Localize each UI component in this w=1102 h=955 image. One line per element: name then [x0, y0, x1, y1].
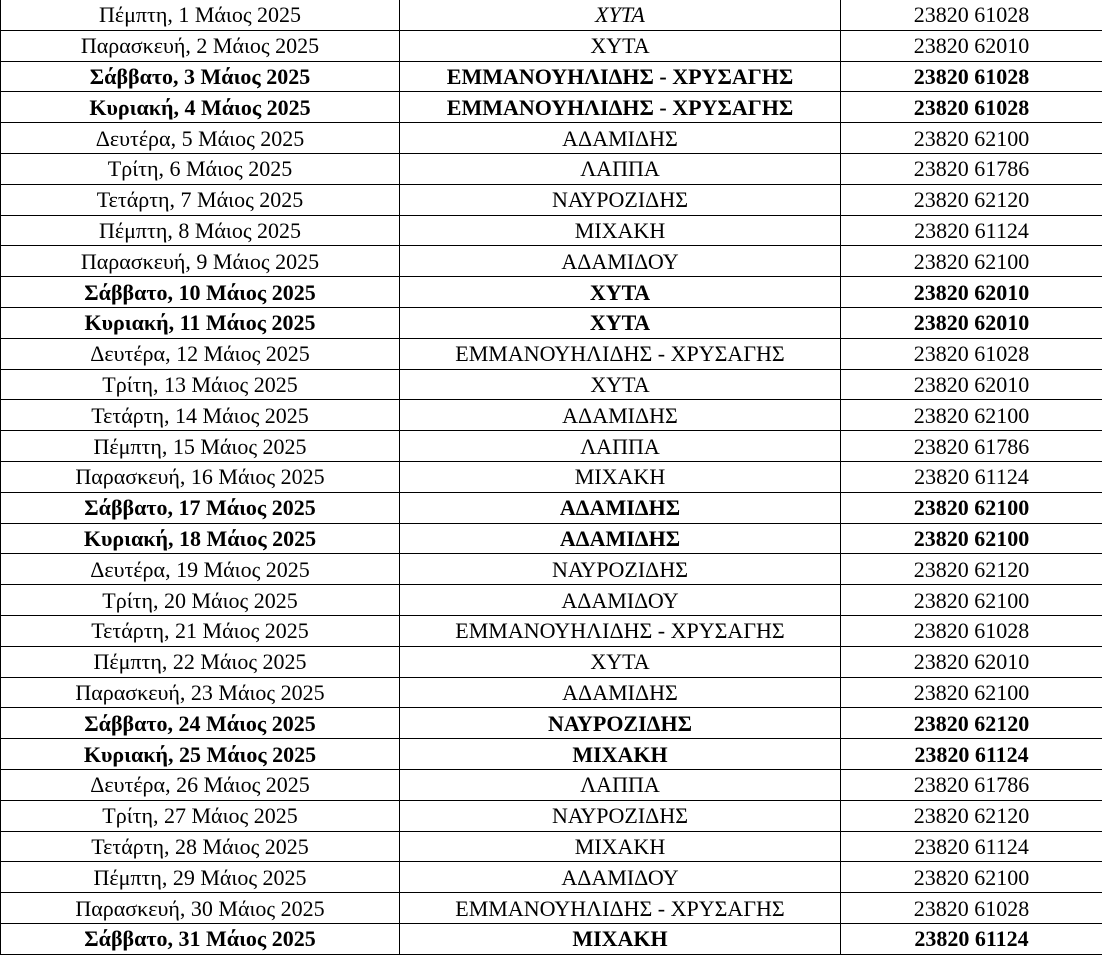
pharmacy-cell: ΕΜΜΑΝΟΥΗΛΙΔΗΣ - ΧΡΥΣΑΓΗΣ	[400, 61, 841, 92]
pharmacy-cell: ΑΔΑΜΙΔΟΥ	[400, 585, 841, 616]
table-row	[1, 523, 1102, 554]
phone-cell: 23820 61028	[841, 615, 1102, 646]
table-row	[1, 646, 1102, 677]
pharmacy-cell: ΑΔΑΜΙΔΗΣ	[400, 123, 841, 154]
phone-cell: 23820 61124	[841, 923, 1102, 954]
phone-cell: 23820 62120	[841, 554, 1102, 585]
phone-cell: 23820 62100	[841, 862, 1102, 893]
table-row	[1, 338, 1102, 369]
table-row	[1, 246, 1102, 277]
date-cell: Τρίτη, 6 Μάιος 2025	[1, 153, 400, 184]
pharmacy-cell: ΑΔΑΜΙΔΗΣ	[400, 523, 841, 554]
pharmacy-cell: ΧΥΤΑ	[400, 646, 841, 677]
table-row	[1, 677, 1102, 708]
table-row	[1, 739, 1102, 770]
date-cell: Δευτέρα, 12 Μάιος 2025	[1, 338, 400, 369]
date-cell: Σάββατο, 3 Μάιος 2025	[1, 61, 400, 92]
date-cell: Παρασκευή, 9 Μάιος 2025	[1, 246, 400, 277]
date-cell: Τρίτη, 20 Μάιος 2025	[1, 585, 400, 616]
phone-cell: 23820 61786	[841, 431, 1102, 462]
phone-cell: 23820 61028	[841, 61, 1102, 92]
phone-cell: 23820 62120	[841, 184, 1102, 215]
phone-cell: 23820 62010	[841, 277, 1102, 308]
phone-cell: 23820 62010	[841, 30, 1102, 61]
date-cell: Σάββατο, 17 Μάιος 2025	[1, 492, 400, 523]
phone-cell: 23820 62120	[841, 708, 1102, 739]
pharmacy-cell: ΧΥΤΑ	[400, 0, 841, 30]
schedule-body	[1, 0, 1102, 954]
date-cell: Παρασκευή, 30 Μάιος 2025	[1, 893, 400, 924]
date-cell: Κυριακή, 4 Μάιος 2025	[1, 92, 400, 123]
table-row	[1, 0, 1102, 30]
date-cell: Πέμπτη, 15 Μάιος 2025	[1, 431, 400, 462]
pharmacy-cell: ΜΙΧΑΚΗ	[400, 831, 841, 862]
pharmacy-cell: ΑΔΑΜΙΔΗΣ	[400, 677, 841, 708]
table-row	[1, 800, 1102, 831]
table-row	[1, 307, 1102, 338]
phone-cell: 23820 61028	[841, 338, 1102, 369]
pharmacy-cell: ΑΔΑΜΙΔΟΥ	[400, 246, 841, 277]
date-cell: Κυριακή, 18 Μάιος 2025	[1, 523, 400, 554]
date-cell: Πέμπτη, 1 Μάιος 2025	[1, 0, 400, 30]
table-row	[1, 923, 1102, 954]
table-row	[1, 615, 1102, 646]
pharmacy-cell: ΧΥΤΑ	[400, 369, 841, 400]
table-row	[1, 431, 1102, 462]
date-cell: Τρίτη, 27 Μάιος 2025	[1, 800, 400, 831]
table-row	[1, 708, 1102, 739]
phone-cell: 23820 61124	[841, 739, 1102, 770]
phone-cell: 23820 61124	[841, 461, 1102, 492]
phone-cell: 23820 62100	[841, 523, 1102, 554]
pharmacy-cell: ΕΜΜΑΝΟΥΗΛΙΔΗΣ - ΧΡΥΣΑΓΗΣ	[400, 893, 841, 924]
date-cell: Σάββατο, 10 Μάιος 2025	[1, 277, 400, 308]
pharmacy-cell: ΛΑΠΠΑ	[400, 153, 841, 184]
pharmacy-cell: ΜΙΧΑΚΗ	[400, 923, 841, 954]
pharmacy-cell: ΑΔΑΜΙΔΟΥ	[400, 862, 841, 893]
phone-cell: 23820 62100	[841, 585, 1102, 616]
phone-cell: 23820 62010	[841, 307, 1102, 338]
pharmacy-cell: ΧΥΤΑ	[400, 307, 841, 338]
table-row	[1, 92, 1102, 123]
pharmacy-cell: ΝΑΥΡΟΖΙΔΗΣ	[400, 184, 841, 215]
table-row	[1, 30, 1102, 61]
date-cell: Παρασκευή, 23 Μάιος 2025	[1, 677, 400, 708]
table-row	[1, 862, 1102, 893]
pharmacy-cell: ΧΥΤΑ	[400, 30, 841, 61]
date-cell: Δευτέρα, 5 Μάιος 2025	[1, 123, 400, 154]
table-row	[1, 492, 1102, 523]
table-row	[1, 585, 1102, 616]
date-cell: Πέμπτη, 22 Μάιος 2025	[1, 646, 400, 677]
pharmacy-cell: ΕΜΜΑΝΟΥΗΛΙΔΗΣ - ΧΡΥΣΑΓΗΣ	[400, 92, 841, 123]
phone-cell: 23820 61786	[841, 153, 1102, 184]
table-row	[1, 893, 1102, 924]
phone-cell: 23820 61028	[841, 893, 1102, 924]
phone-cell: 23820 62100	[841, 492, 1102, 523]
pharmacy-cell: ΧΥΤΑ	[400, 277, 841, 308]
pharmacy-cell: ΝΑΥΡΟΖΙΔΗΣ	[400, 554, 841, 585]
phone-cell: 23820 62100	[841, 123, 1102, 154]
phone-cell: 23820 61124	[841, 831, 1102, 862]
pharmacy-cell: ΜΙΧΑΚΗ	[400, 215, 841, 246]
date-cell: Τετάρτη, 7 Μάιος 2025	[1, 184, 400, 215]
date-cell: Τετάρτη, 14 Μάιος 2025	[1, 400, 400, 431]
date-cell: Κυριακή, 11 Μάιος 2025	[1, 307, 400, 338]
table-row	[1, 831, 1102, 862]
table-row	[1, 61, 1102, 92]
date-cell: Παρασκευή, 16 Μάιος 2025	[1, 461, 400, 492]
pharmacy-cell: ΛΑΠΠΑ	[400, 431, 841, 462]
pharmacy-cell: ΝΑΥΡΟΖΙΔΗΣ	[400, 800, 841, 831]
phone-cell: 23820 61786	[841, 769, 1102, 800]
phone-cell: 23820 62120	[841, 800, 1102, 831]
date-cell: Πέμπτη, 29 Μάιος 2025	[1, 862, 400, 893]
date-cell: Σάββατο, 24 Μάιος 2025	[1, 708, 400, 739]
pharmacy-cell: ΕΜΜΑΝΟΥΗΛΙΔΗΣ - ΧΡΥΣΑΓΗΣ	[400, 615, 841, 646]
pharmacy-cell: ΜΙΧΑΚΗ	[400, 461, 841, 492]
date-cell: Σάββατο, 31 Μάιος 2025	[1, 923, 400, 954]
table-row	[1, 215, 1102, 246]
phone-cell: 23820 62010	[841, 369, 1102, 400]
table-row	[1, 769, 1102, 800]
table-row	[1, 369, 1102, 400]
table-row	[1, 400, 1102, 431]
phone-cell: 23820 62100	[841, 677, 1102, 708]
pharmacy-cell: ΕΜΜΑΝΟΥΗΛΙΔΗΣ - ΧΡΥΣΑΓΗΣ	[400, 338, 841, 369]
pharmacy-cell: ΜΙΧΑΚΗ	[400, 739, 841, 770]
table-row	[1, 461, 1102, 492]
phone-cell: 23820 61028	[841, 0, 1102, 30]
date-cell: Κυριακή, 25 Μάιος 2025	[1, 739, 400, 770]
pharmacy-cell: ΑΔΑΜΙΔΗΣ	[400, 400, 841, 431]
pharmacy-cell: ΝΑΥΡΟΖΙΔΗΣ	[400, 708, 841, 739]
phone-cell: 23820 61124	[841, 215, 1102, 246]
table-row	[1, 153, 1102, 184]
date-cell: Δευτέρα, 26 Μάιος 2025	[1, 769, 400, 800]
date-cell: Τετάρτη, 21 Μάιος 2025	[1, 615, 400, 646]
date-cell: Τρίτη, 13 Μάιος 2025	[1, 369, 400, 400]
pharmacy-cell: ΑΔΑΜΙΔΗΣ	[400, 492, 841, 523]
date-cell: Δευτέρα, 19 Μάιος 2025	[1, 554, 400, 585]
phone-cell: 23820 62100	[841, 400, 1102, 431]
phone-cell: 23820 62100	[841, 246, 1102, 277]
table-row	[1, 123, 1102, 154]
table-row	[1, 554, 1102, 585]
table-row	[1, 277, 1102, 308]
date-cell: Πέμπτη, 8 Μάιος 2025	[1, 215, 400, 246]
date-cell: Τετάρτη, 28 Μάιος 2025	[1, 831, 400, 862]
table-row	[1, 184, 1102, 215]
phone-cell: 23820 62010	[841, 646, 1102, 677]
phone-cell: 23820 61028	[841, 92, 1102, 123]
date-cell: Παρασκευή, 2 Μάιος 2025	[1, 30, 400, 61]
pharmacy-cell: ΛΑΠΠΑ	[400, 769, 841, 800]
